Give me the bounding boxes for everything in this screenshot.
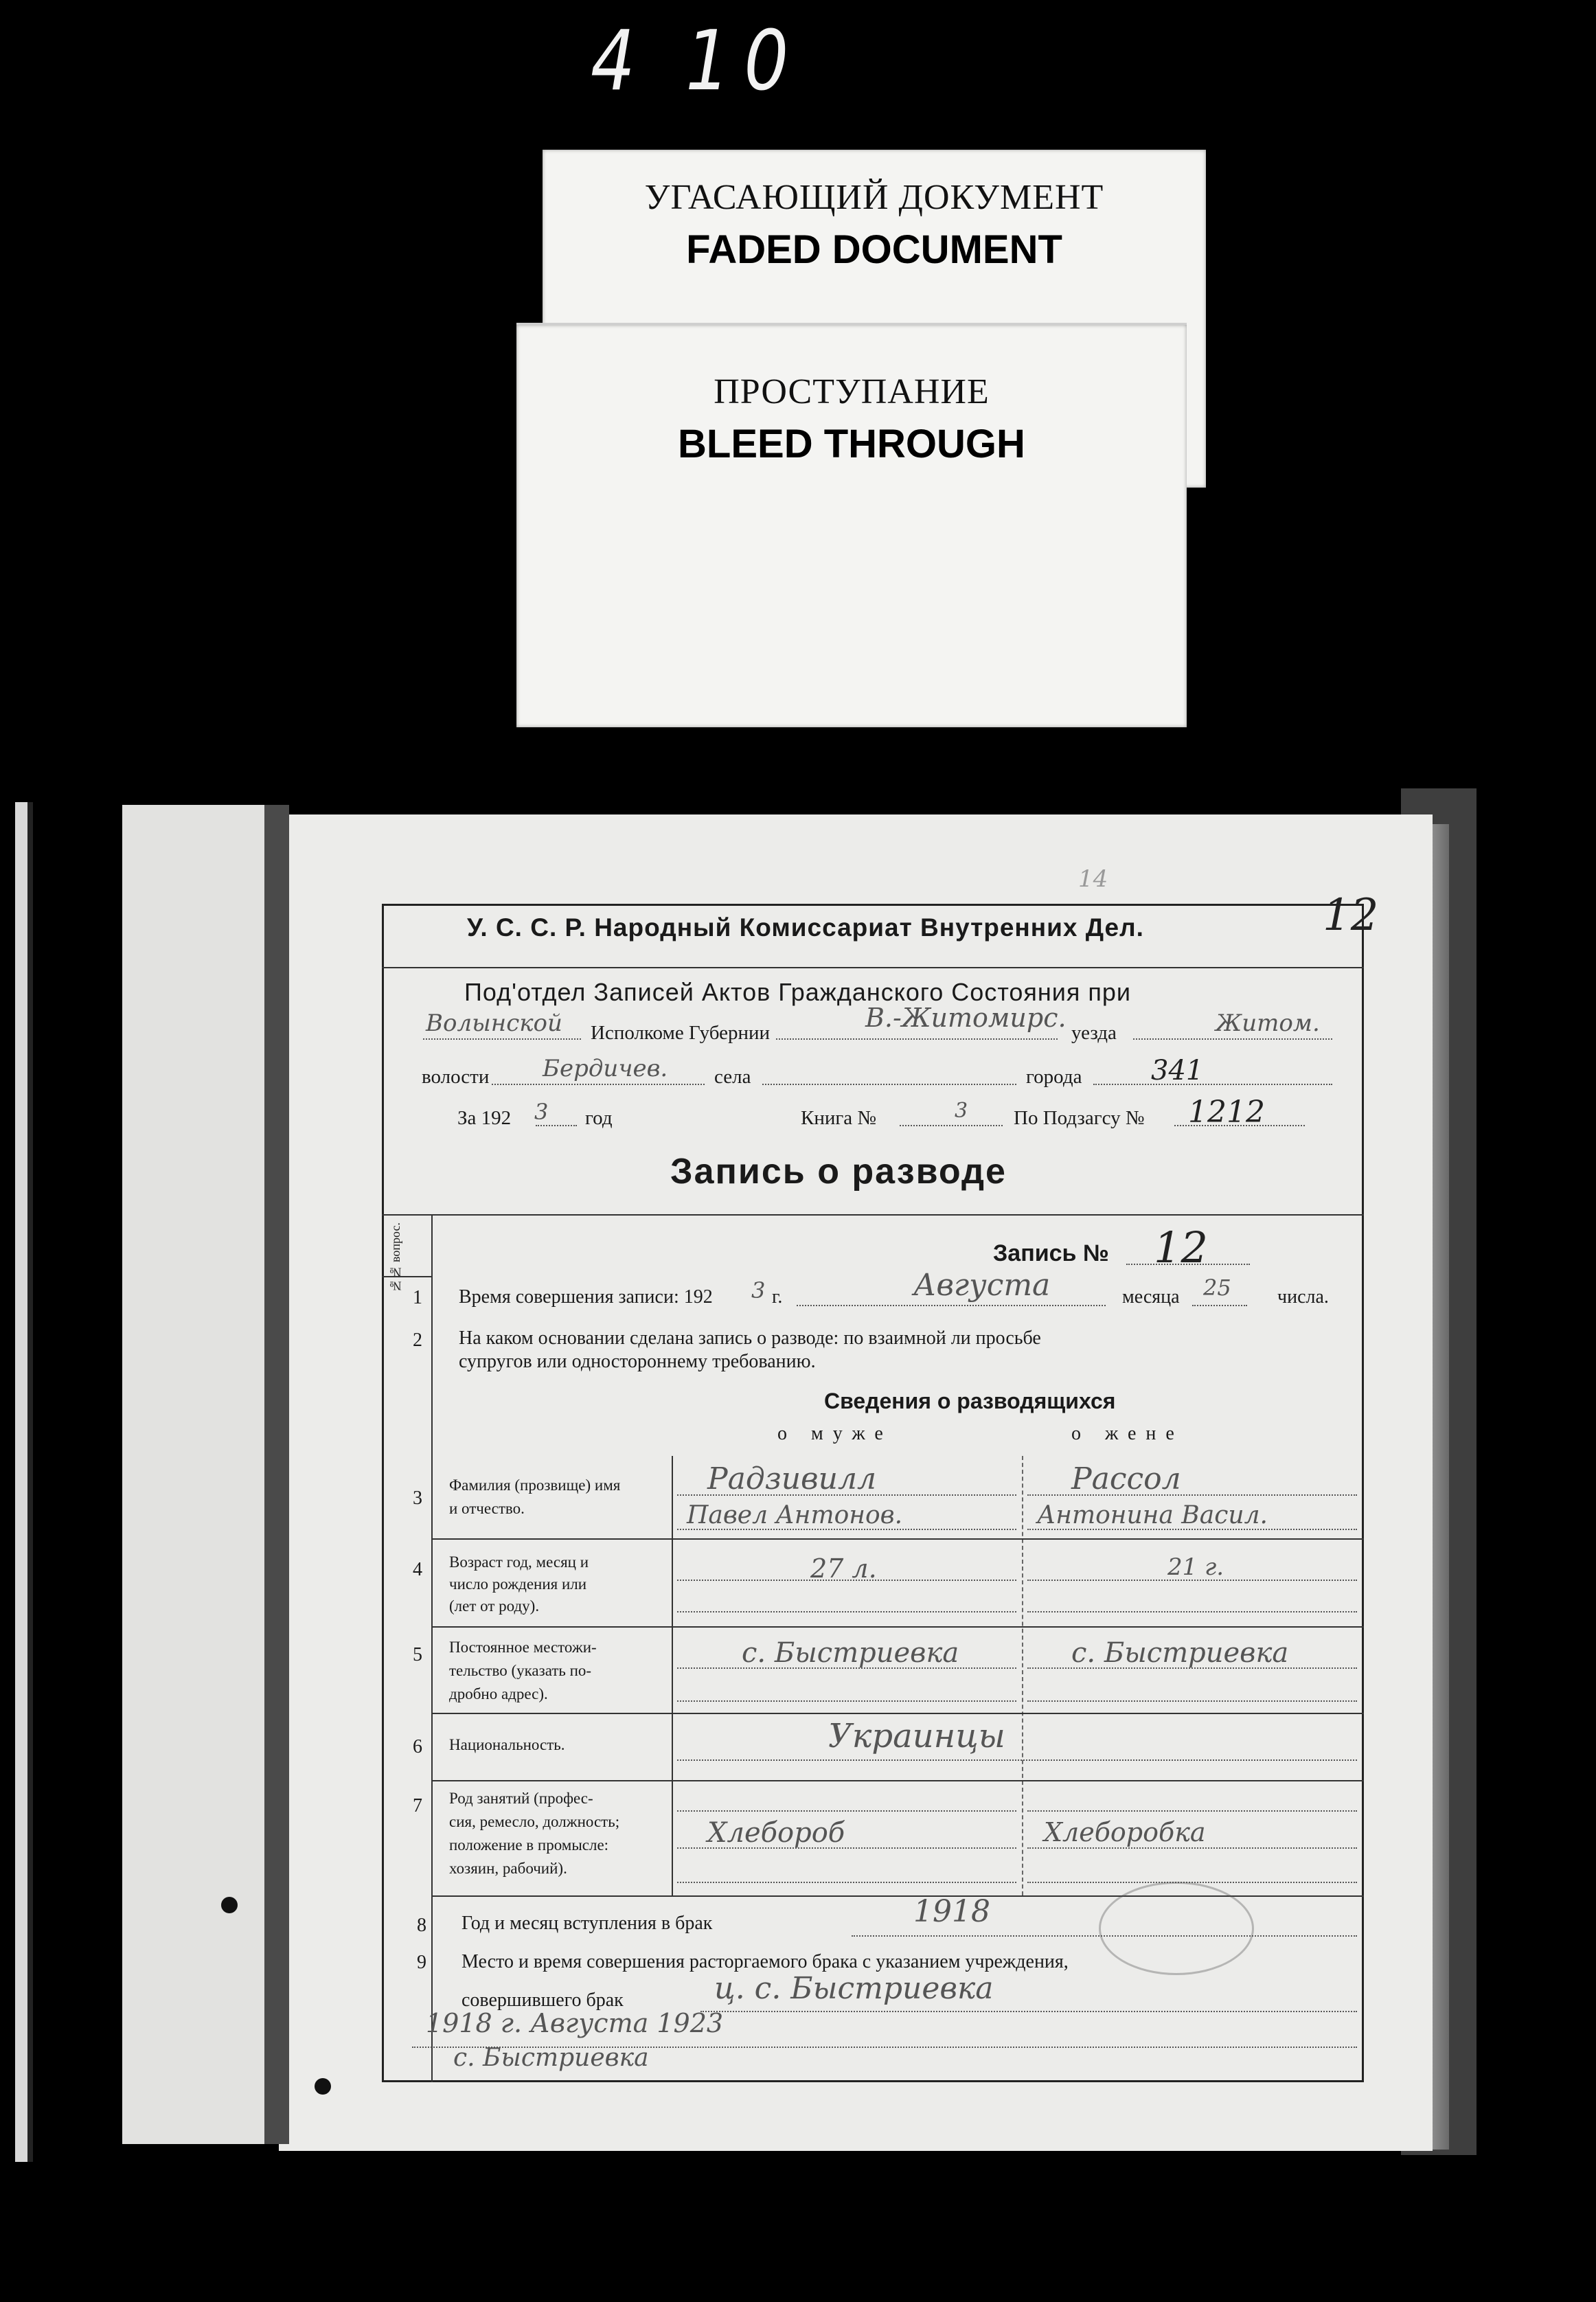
r3-label-line1: Фамилия (прозвище) имя	[449, 1477, 621, 1494]
row-number: 1	[413, 1287, 422, 1308]
form-header-zags: Под'отдел Записей Актов Гражданского Состояния при	[464, 978, 1132, 1006]
zapis-number-handwritten: 12	[1154, 1222, 1208, 1273]
title-divider	[382, 1214, 1364, 1216]
left-page	[122, 805, 279, 2144]
volost-label: волости	[422, 1066, 490, 1088]
r9-text-line2: совершившего брак	[461, 1990, 624, 2011]
page-number: 12	[1323, 890, 1379, 941]
r4-label-line1: Возраст год, месяц и	[449, 1553, 589, 1571]
place-handwritten-line2: 1918 г. Августа 1923	[426, 2008, 724, 2038]
r6-line	[677, 1759, 1357, 1761]
row-number: 8	[417, 1915, 426, 1936]
r5-label-line2: тельство (указать по-	[449, 1662, 592, 1679]
god-label: год	[585, 1107, 613, 1129]
r2-text-line1: На каком основании сделана запись о разводе: по взаимной ли просьбе	[459, 1327, 1041, 1349]
uezd-label: уезда	[1071, 1022, 1117, 1044]
husband-age-handwritten: 27 л.	[810, 1553, 877, 1584]
r5-label-line3: дробно адрес).	[449, 1685, 548, 1702]
r7-label-line1: Род занятий (профес-	[449, 1790, 593, 1807]
bleed-through-notice	[516, 323, 1187, 727]
o-zhene-header: о жене	[1071, 1423, 1184, 1444]
frame-number: 4 10	[591, 14, 803, 109]
r3-label-line2: и отчество.	[449, 1500, 525, 1517]
ispolkom-handwritten: Волынской	[426, 1010, 562, 1037]
husband-occupation-handwritten: Хлебороб	[707, 1817, 845, 1849]
stamp-seal	[1099, 1882, 1254, 1975]
place-handwritten-line1: ц. с. Быстриевка	[714, 1971, 994, 2006]
r1-text: Время совершения записи: 192	[459, 1286, 713, 1308]
kniga-label: Книга №	[801, 1107, 877, 1129]
r6-label: Национальность.	[449, 1736, 565, 1753]
gubernii-underline	[776, 1038, 1058, 1040]
r1-mesyatsa-label: месяца	[1122, 1286, 1180, 1308]
bleed-notice-en: BLEED THROUGH	[678, 422, 1025, 466]
left-page-edge	[15, 802, 27, 2162]
volost-underline	[492, 1084, 705, 1085]
wife-name-handwritten: Антонина Васил.	[1037, 1501, 1268, 1529]
r8-text: Год и месяц вступления в брак	[461, 1913, 713, 1934]
r2-text-line2: супругов или одностороннему требованию.	[459, 1351, 816, 1372]
husband-residence-handwritten: с. Быстриевка	[742, 1637, 959, 1669]
podzags-label: По Подзагсу №	[1014, 1107, 1145, 1129]
wife-residence-handwritten: с. Быстриевка	[1071, 1637, 1289, 1669]
wife-surname-handwritten: Рассол	[1071, 1461, 1181, 1496]
svedeniya-title: Сведения о разводящихся	[824, 1389, 1116, 1413]
volost-handwritten: Бердичев.	[543, 1055, 668, 1082]
r1-g-label: г.	[772, 1286, 783, 1308]
uezd-underline	[1133, 1038, 1332, 1040]
row-divider	[431, 1538, 1364, 1540]
r7-label-line4: хозяин, рабочий).	[449, 1860, 567, 1877]
r1-month-handwritten: Августа	[913, 1268, 1051, 1303]
r7-wife-line	[1027, 1810, 1357, 1812]
r4-label-line3: (лет от роду).	[449, 1597, 540, 1615]
zapis-label: Запись №	[993, 1240, 1109, 1266]
r1-day-underline	[1192, 1305, 1247, 1306]
row-number: 7	[413, 1795, 422, 1816]
uezd-handwritten: Житом.	[1216, 1010, 1320, 1037]
question-column-header: №№ вопрос.	[389, 1222, 402, 1293]
r7-husband-line	[677, 1810, 1016, 1812]
binder-hole	[221, 1897, 238, 1913]
gubernii-handwritten: В.-Житомирс.	[865, 1003, 1067, 1033]
r9-line	[700, 2011, 1357, 2012]
row-divider	[431, 1780, 1364, 1781]
r7-label-line3: положение в промысле:	[449, 1836, 609, 1854]
page-pencil-mark: 14	[1078, 865, 1108, 893]
r1-year-handwritten: 3	[751, 1277, 766, 1303]
kniga-handwritten: 3	[955, 1099, 968, 1123]
kniga-underline	[900, 1125, 1003, 1126]
row-number: 9	[417, 1952, 426, 1973]
nationality-handwritten: Украинцы	[828, 1717, 1005, 1755]
header-divider	[382, 967, 1364, 968]
r1-month-underline	[797, 1305, 1106, 1306]
za-label: За 192	[457, 1107, 512, 1129]
row-number: 3	[413, 1488, 422, 1509]
left-page-edge-strip	[27, 802, 33, 2162]
r7-wife-line	[1027, 1847, 1357, 1849]
r7-label-line2: сия, ремесло, должность;	[449, 1813, 620, 1830]
book-binding	[264, 805, 289, 2144]
selo-label: села	[714, 1066, 751, 1088]
form-title: Запись о разводе	[670, 1152, 1007, 1192]
row-divider	[431, 1713, 1364, 1714]
row-divider	[431, 1626, 1364, 1628]
gorod-handwritten: 341	[1151, 1055, 1204, 1086]
podzags-handwritten: 1212	[1188, 1095, 1265, 1130]
wife-age-handwritten: 21 г.	[1167, 1553, 1224, 1581]
husband-name-handwritten: Павел Антонов.	[687, 1501, 903, 1529]
question-header-divider	[382, 1276, 431, 1277]
place-handwritten-line3: с. Быстриевка	[453, 2044, 649, 2072]
spouse-column-divider	[1022, 1456, 1023, 1895]
gorod-underline	[1093, 1084, 1332, 1085]
wife-occupation-handwritten: Хлеборобка	[1044, 1817, 1206, 1847]
marriage-date-handwritten: 1918	[913, 1894, 990, 1929]
r4-wife-line	[1027, 1611, 1357, 1612]
binder-hole	[315, 2078, 331, 2095]
selo-underline	[762, 1084, 1016, 1085]
row-number: 6	[413, 1736, 422, 1757]
r9-text-line1: Место и время совершения расторгаемого брака с указанием учреждения,	[461, 1951, 1069, 1972]
label-column-divider	[672, 1456, 673, 1895]
row-number: 5	[413, 1644, 422, 1665]
bleed-notice-ru: ПРОСТУПАНИЕ	[714, 372, 990, 411]
row-number: 2	[413, 1330, 422, 1351]
faded-notice-ru: УГАСАЮЩИЙ ДОКУМЕНТ	[644, 178, 1104, 217]
row-number: 4	[413, 1559, 422, 1580]
r7-husband-line	[677, 1882, 1016, 1883]
faded-notice-en: FADED DOCUMENT	[686, 227, 1062, 272]
r1-day-handwritten: 25	[1203, 1275, 1231, 1301]
o-muzhe-header: о муже	[777, 1423, 893, 1444]
gorod-label: города	[1026, 1066, 1082, 1088]
r4-label-line2: число рождения или	[449, 1575, 587, 1593]
r5-husband-line	[677, 1700, 1016, 1702]
za-year-handwritten: 3	[534, 1099, 549, 1125]
form-header-ministry: У. С. С. Р. Народный Комиссариат Внутренних Дел.	[467, 913, 1144, 942]
husband-surname-handwritten: Радзивилл	[707, 1461, 877, 1496]
r5-label-line1: Постоянное местожи-	[449, 1639, 597, 1656]
ispolkom-underline	[423, 1038, 581, 1040]
r1-chisla-label: числа.	[1277, 1286, 1329, 1308]
ispolkom-label: Исполкоме Губернии	[591, 1022, 771, 1044]
za-underline	[536, 1125, 577, 1126]
r5-wife-line	[1027, 1700, 1357, 1702]
r4-husband-line	[677, 1611, 1016, 1612]
